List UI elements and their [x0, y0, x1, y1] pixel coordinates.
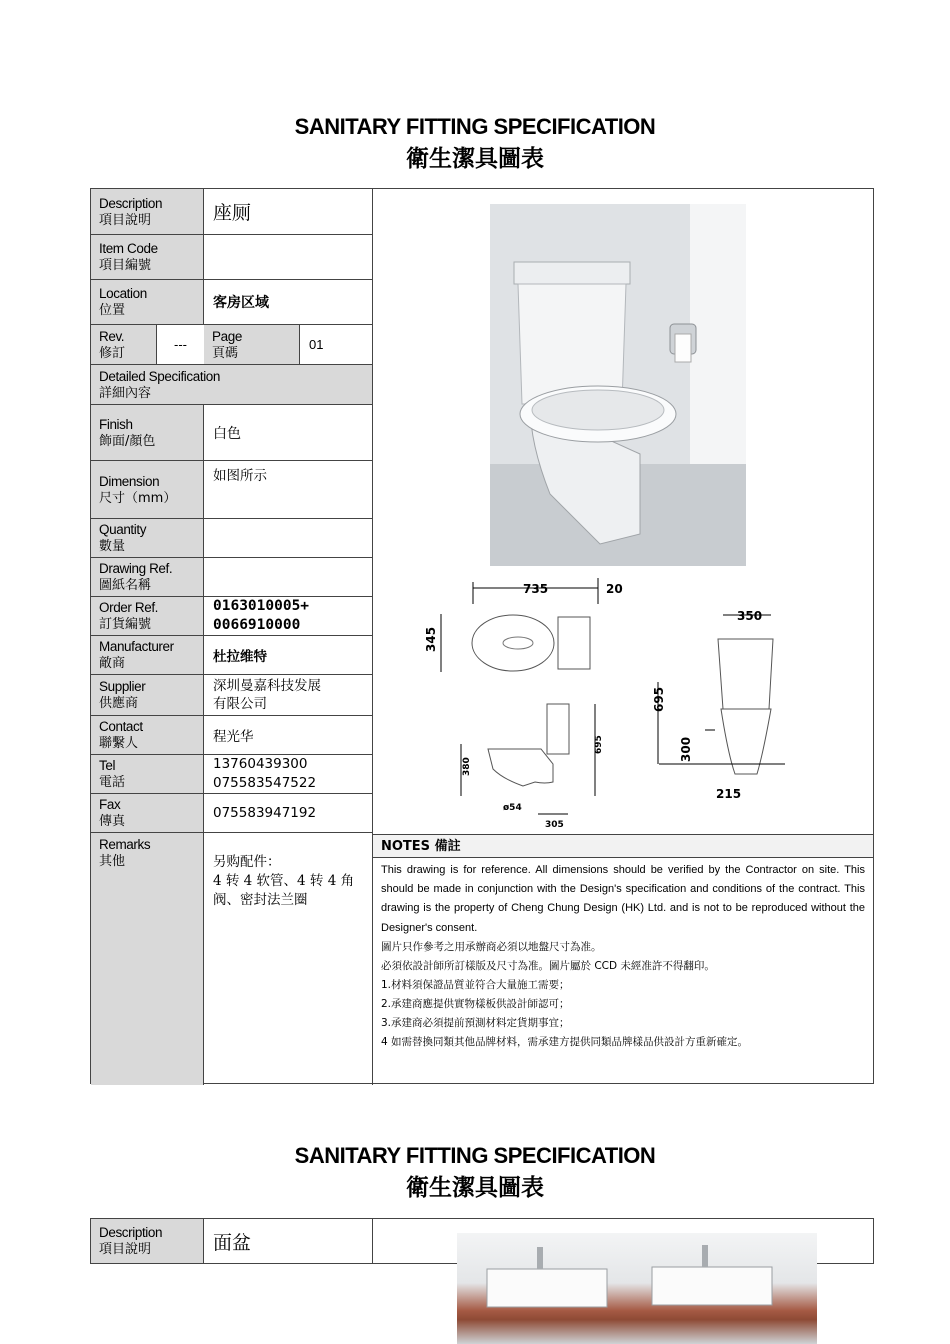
technical-drawing: [423, 574, 868, 836]
row-finish: Finish 飾面/顏色 白色: [91, 405, 373, 461]
spec-sheet: [90, 188, 874, 1084]
dim-350: 350: [737, 609, 763, 623]
dim-305: 305: [545, 820, 564, 830]
row-manufacturer: Manufacturer 敵商 杜拉维特: [91, 636, 373, 675]
title-en: SANITARY FITTING SPECIFICATION: [294, 114, 656, 139]
drawing-ref-value: [204, 558, 373, 596]
product-photo: [490, 204, 746, 566]
row-drawing-ref: Drawing Ref. 圖紙名稱: [91, 558, 373, 597]
dim-215: 215: [716, 787, 742, 801]
row-location: Location 位置 客房区域: [91, 280, 373, 325]
row-tel: Tel 電話 13760439300 075583547522: [91, 755, 373, 794]
page-value: 01: [300, 325, 373, 364]
row-detailed-spec: Detailed Specification 詳細內容: [91, 365, 373, 405]
notes-body: This drawing is for reference. All dimensions should be verified by the Contractor on site. This should be made in conjunction with the Design's specification and conditions of the contract. This drawing is the property of Cheng Chung Design (HK) Ltd. and is not to be reproduced without the Designer's consent. 圖片只作參考之用承辦商必須以地盤尺寸為准。 必須依設計師所訂樣版及尺寸為准。圖片屬於 CCD 未經准許不得翻印。 1.材料須保證品質並符合大量施工需要； 2.承建商應提供實物樣板供設計師認可； 3.承建商必須提前預測材料定貨期事宜； 4 如需替換同類其他品牌材料，需承建方提供同類品牌樣品供設計方重新確定。: [373, 861, 873, 1052]
contact-value: 程光华: [204, 716, 373, 754]
dim-54: ø54: [503, 803, 522, 813]
order-ref-value: 0163010005+ 0066910000: [204, 597, 373, 635]
remarks-value: 另购配件： 4 转 4 软管、4 转 4 角 阀、密封法兰圈: [204, 833, 373, 1085]
page2-title-en: SANITARY FITTING SPECIFICATION: [294, 1143, 656, 1168]
description-value: 座厕: [204, 189, 373, 234]
tel-value: 13760439300 075583547522: [204, 755, 373, 793]
row-supplier: Supplier 供應商 深圳曼嘉科技发展 有限公司: [91, 675, 373, 716]
dim-380: 380: [462, 757, 472, 776]
rev-value: ---: [157, 325, 205, 364]
fax-value: 075583947192: [204, 794, 373, 832]
location-value: 客房区域: [204, 280, 373, 324]
basin-photo: [457, 1233, 817, 1344]
basin-photo-icon: [457, 1233, 817, 1344]
title-zh: 衛生潔具圖表: [406, 146, 544, 172]
page2-title: [0, 1143, 950, 1202]
dim-345: 345: [424, 626, 438, 652]
notes-heading: NOTES 備註: [373, 834, 873, 858]
row-remarks: Remarks 其他 另购配件： 4 转 4 软管、4 转 4 角 阀、密封法兰圈: [91, 833, 373, 1085]
page2-title-zh: 衛生潔具圖表: [406, 1175, 544, 1201]
row-rev-page: Rev. 修訂 --- Page 頁碼 01: [91, 325, 373, 365]
toilet-photo-icon: [490, 204, 746, 566]
row-fax: Fax 傳真 075583947192: [91, 794, 373, 833]
supplier-value: 深圳曼嘉科技发展 有限公司: [204, 675, 373, 715]
dim-695-large: 695: [652, 686, 666, 712]
notes-en: This drawing is for reference. All dimensions should be verified by the Contractor on site. This should be made in conjunction with the Design's specification and conditions of the contract. This drawing is the property of Cheng Chung Design (HK) Ltd. and is not to be reproduced without the Designer's consent.: [381, 864, 865, 934]
row-description: Description 項目說明 座厕: [91, 189, 373, 235]
row-description-2: Description 項目說明 面盆: [91, 1219, 373, 1263]
finish-value: 白色: [204, 405, 373, 460]
row-quantity: Quantity 數量: [91, 519, 373, 558]
dimension-value: 如图所示: [204, 461, 373, 518]
dim-300: 300: [679, 736, 693, 762]
description-value-2: 面盆: [204, 1219, 373, 1263]
row-order-ref: Order Ref. 訂貨編號 0163010005+ 0066910000: [91, 597, 373, 636]
dim-695-small: 695: [594, 735, 604, 754]
row-item-code: Item Code 項目編號: [91, 235, 373, 280]
page-title: [0, 114, 950, 173]
item-code-value: [204, 235, 373, 279]
dim-20: 20: [606, 582, 623, 596]
dim-735: 735: [523, 582, 549, 596]
quantity-value: [204, 519, 373, 557]
row-dimension: Dimension 尺寸（mm） 如图所示: [91, 461, 373, 519]
manufacturer-value: 杜拉维特: [204, 636, 373, 674]
row-contact: Contact 聯繫人 程光华: [91, 716, 373, 755]
